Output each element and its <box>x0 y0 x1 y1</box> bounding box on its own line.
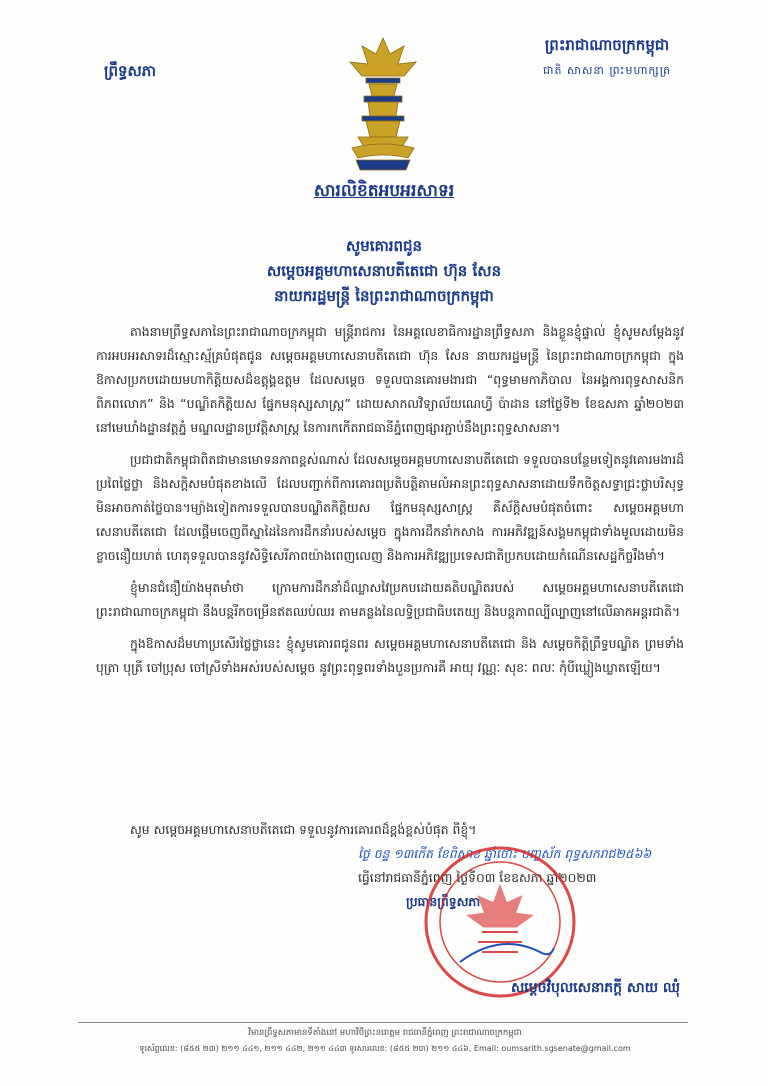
lunar-date: ថ្ងៃ ចន្ទ ១៣កើត ខែពិសាខ ឆ្នាំថោះ បញ្ចស័ក ពុទ្ធសករាជ២៥៦៦ <box>358 846 652 861</box>
senate-header-label: ព្រឹទ្ធសភា <box>104 62 157 80</box>
footer-divider <box>78 1022 688 1023</box>
footer-contact: ទូរស័ព្ទលេខ: (៨៥៥ ២៣) ២១១ ៤៤១, ២១១ ៤៤២, ២១១ ៤៤៣ ទូរសារលេខ: (៨៥៥ ២៣) ២១១ ៤៤៦, Email: oumsarith.sgsenate@gmail.com <box>139 1044 631 1053</box>
footer <box>70 1026 700 1056</box>
document-title: សារលិខិតអបអរសាទរ <box>313 181 455 201</box>
kingdom-motto: ជាតិ សាសនា ព្រះមហាក្សត្រ <box>543 64 671 77</box>
president-label: ប្រធានព្រឹទ្ធសភា <box>406 894 481 909</box>
addressee-line-2: សម្តេចអគ្គមហាសេនាបតីតេជោ ហ៊ុន សែន <box>266 262 502 280</box>
closing-sentence: សូម សម្តេចអគ្គមហាសេនាបតីតេជោ ទទួលនូវការគោរពដ៏ខ្ពង់ខ្ពស់បំផុត ពីខ្ញុំ។ <box>130 822 477 837</box>
addressee-line-3: នាយករដ្ឋមន្ត្រី នៃព្រះរាជាណាចក្រកម្ពុជា <box>274 287 494 305</box>
letter-body <box>96 320 684 688</box>
place-date: ធ្វើនៅរាជធានីភ្នំពេញ ថ្ងៃទី០៣ ខែឧសភា ឆ្នាំ២០២៣ <box>358 870 597 885</box>
paragraph-2: ប្រជាជាតិកម្ពុជាពិតជាមានមោទនភាពខ្ពស់ណាស់ ដែលសម្តេចអគ្គមហាសេនាបតីតេជោ ទទួលបានបន្ថែមទៀតនូវគោរមងារដ៏ប្រពៃថ្លៃថ្លា និងសក្តិសមបំផុតខាងលើ ដែលបញ្ជាក់ពីការគោរពប្រតិបត្តិតាមលំអានព្រះពុទ្ធសាសនាដោយទឹកចិត្តសទ្ធាជ្រះថ្លាបរិសុទ្ធមិនអាចកាត់ថ្លៃបាន។ម្យ៉ាងទៀតការទទួលបានបណ្ឌិតកិត្តិយស ផ្នែកមនុស្សសាស្ត្រ គឺស័ក្តិសមបំផុតចំពោះ សម្តេចអគ្គមហាសេនាបតីតេជោ ដែលផ្តើមចេញពីស្នាដៃនៃការដឹកនាំរបស់សម្តេច ក្នុងការដឹកនាំកសាង ការអភិវឌ្ឍន៍សង្គមកម្ពុជាទាំងមូលដោយមិនខ្លាចនឿយហត់ ហេតុទទួលបាននូវសិទ្ធិសេរីភាពយ៉ាងពេញលេញ និងការអភិវឌ្ឍប្រទេសជាតិប្រកបដោយកំណើនសេដ្ឋកិច្ចរឹងមាំ។ <box>96 452 684 563</box>
royal-emblem-icon <box>342 36 424 174</box>
kingdom-header <box>512 36 702 80</box>
paragraph-1: តាងនាមព្រឹទ្ធសភានៃព្រះរាជាណាចក្រកម្ពុជា មន្ត្រីរាជការ នៃអគ្គលេខាធិការដ្ឋានព្រឹទ្ធសភា និងខ្លួនខ្ញុំផ្ទាល់ ខ្ញុំសូមសម្តែងនូវការអបអរសាទរដ៏ស្មោះស្ម័គ្របំផុតជូន សម្តេចអគ្គមហាសេនាបតីតេជោ ហ៊ុន សែន នាយករដ្ឋមន្ត្រី នៃព្រះរាជាណាចក្រកម្ពុជា ក្នុងឱកាសប្រកបដោយមហាកិត្តិយសដ៏ឧត្តុង្គឧត្តម ដែលសម្តេច ទទួលបានគោរមងារជា “ពុទ្ធមាមកាភិបាល នៃអង្គការពុទ្ធសាសនិកពិភពលោក” និង “បណ្ឌិតកិត្តិយស ផ្នែកមនុស្សសាស្ត្រ” ដោយសាកលវិទ្យាល័យណេហ្វី ប៉ាដាន នៅថ្ងៃទី២ ខែឧសភា ឆ្នាំ២០២៣ នៅមេឃាំងដ្ឋានវត្តភ្នំ មណ្ឌលដ្ឋានប្រវត្តិសាស្ត្រ នៃការកកើតរាជធានីភ្នំពេញផ្សារភ្ជាប់នឹងព្រះពុទ្ធសាសនា។ <box>96 324 684 435</box>
kingdom-title: ព្រះរាជាណាចក្រកម្ពុជា <box>544 36 670 54</box>
paragraph-3: ខ្ញុំមានជំនឿយ៉ាងមុតមាំថា ក្រោមការដឹកនាំដ៏ឈ្លាសវៃប្រកបដោយគតិបណ្ឌិតរបស់ សម្តេចអគ្គមហាសេនាបតីតេជោ ព្រះរាជាណាចក្រកម្ពុជា នឹងបន្តរីកចម្រើនឥតឈប់ឈរ តាមគន្លងនៃលទ្ធិប្រជាធិបតេយ្យ និងបន្តភាពល្បីល្បាញនៅលើឆាកអន្តរជាតិ។ <box>96 580 684 619</box>
footer-address: វិមានព្រឹទ្ធសភាមានទីតាំងនៅ មហាវិថីព្រះនរោត្តម រាជធានីភ្នំពេញ ព្រះរាជាណាចក្រកម្ពុជា <box>248 1028 522 1038</box>
addressee-block <box>0 234 768 309</box>
signer-name: សម្តេចវិបុលសេនាភក្តី សាយ ឈុំ <box>510 980 680 996</box>
paragraph-4: ក្នុងឱកាសដ៏មហាប្រសើរថ្លៃថ្លានេះ ខ្ញុំសូមគោរពជូនពរ សម្តេចអគ្គមហាសេនាបតីតេជោ និង សម្តេចកិត្តិព្រឹទ្ធបណ្ឌិត ព្រមទាំងបុត្រា បុត្រី ចៅប្រុស ចៅស្រីទាំងអស់របស់សម្តេច នូវព្រះពុទ្ធពរទាំងបួនប្រការគឺ អាយុ វណ្ណៈ សុខៈ ពលៈ កុំបីឃ្លៀងឃ្លាតឡើយ។ <box>96 636 684 675</box>
addressee-line-1: សូមគោរពជូន <box>345 237 423 255</box>
closing-block <box>96 818 684 914</box>
